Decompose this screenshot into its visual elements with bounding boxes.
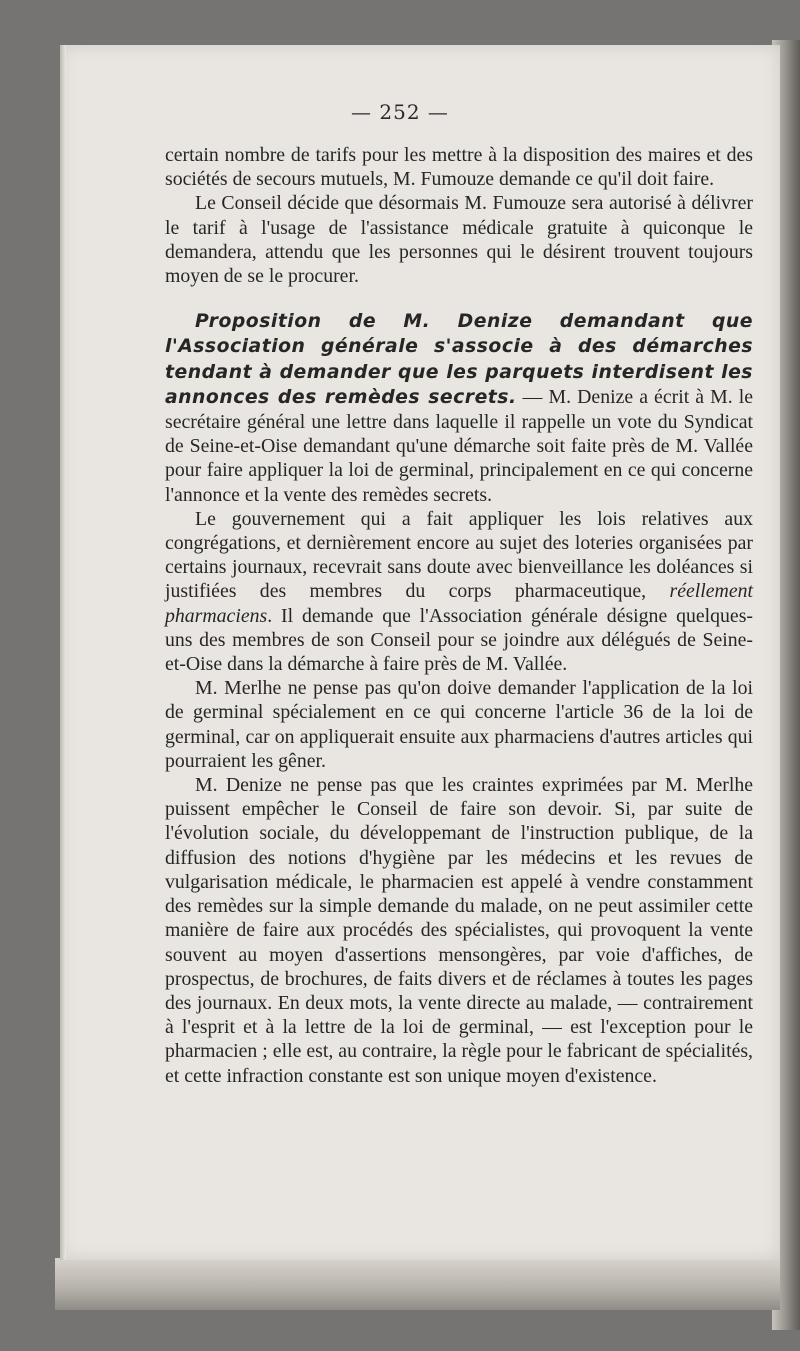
section-gap — [165, 288, 753, 309]
page-bottom-edge — [55, 1258, 780, 1310]
paragraph-proposition — [165, 309, 753, 507]
emphasis-pharmaciens: réellement pharmaciens — [165, 580, 753, 627]
body-text — [165, 143, 753, 1088]
paragraph-continuation: certain nombre de tarifs pour les mettre à la disposition des maires et des sociétés de secours mutuels, M. Fumouze demande ce qu'il doit faire. — [165, 144, 753, 191]
paragraph-conseil-decision: Le Conseil décide que désormais M. Fumouze sera autorisé à délivrer le tarif à l'usage de l'assistance médicale gratuite à quiconque le demandera, attendu que les personnes qui le désirent trouvent toujours moyen de se le procurer. — [165, 192, 753, 288]
page-gutter — [60, 45, 66, 1260]
proposition-text: — M. Denize a écrit à M. le secrétaire général une lettre dans laquelle il rappelle un vote du Syndicat de Seine-et-Oise demandant qu'une démarche soit faite près de M. Vallée pour faire appliquer la loi de germinal, principalement en ce qui concerne l'annonce et la vente des remèdes secrets. — [165, 385, 753, 506]
paragraph-denize-reply: M. Denize ne pense pas que les craintes exprimées par M. Merlhe puissent empêcher le Conseil de faire son devoir. Si, par suite de l'évolution sociale, du développemant de l'instruction publique, de la diffusion des notions d'hygiène par les médecins et les revues de vulgarisation médicale, le pharmacien est appelé à vendre constamment des remèdes sur la simple demande du malade, on ne peut assimiler cette manière de faire aux procédés des spécialistes, qui provoquent la vente souvent au moyen d'assertions mensongères, par voie d'affiches, de prospectus, de brochures, de faits divers et de réclames à toutes les pages des journaux. En deux mots, la vente directe au malade, — contrairement à l'esprit et à la lettre de la loi de germinal, — est l'exception pour le pharmacien ; elle est, au contraire, la règle pour le fabricant de spécialités, et cette infraction constante est son unique moyen d'existence. — [165, 774, 753, 1087]
paragraph-merlhe: M. Merlhe ne pense pas qu'on doive demander l'application de la loi de germinal spécialement en ce qui concerne l'article 36 de la loi de germinal, car on appliquerait ensuite aux pharmaciens d'autres articles qui pourraient les gêner. — [165, 677, 753, 772]
paragraph-gouvernement — [165, 507, 753, 676]
gouvernement-text-b: . Il demande que l'Association générale désigne quelques-uns des membres de son Conseil pour se joindre aux délégués de Seine-et-Oise dans la démarche à faire près de M. Vallée. — [165, 604, 753, 676]
proposition-heading: Proposition de M. Denize demandant que l'Association générale s'associe à des démarches tendant à demander que les parquets interdisent les annonces des remèdes secrets. — [165, 311, 753, 408]
page-number: — 252 — — [351, 100, 449, 124]
gouvernement-text-a: Le gouvernement qui a fait appliquer les lois relatives aux congrégations, et dernièrement encore au sujet des loteries organisées par certains journaux, recevrait sans doute avec bienveillance les doléances si justifiées des membres du corps pharmaceutique, — [165, 507, 753, 603]
